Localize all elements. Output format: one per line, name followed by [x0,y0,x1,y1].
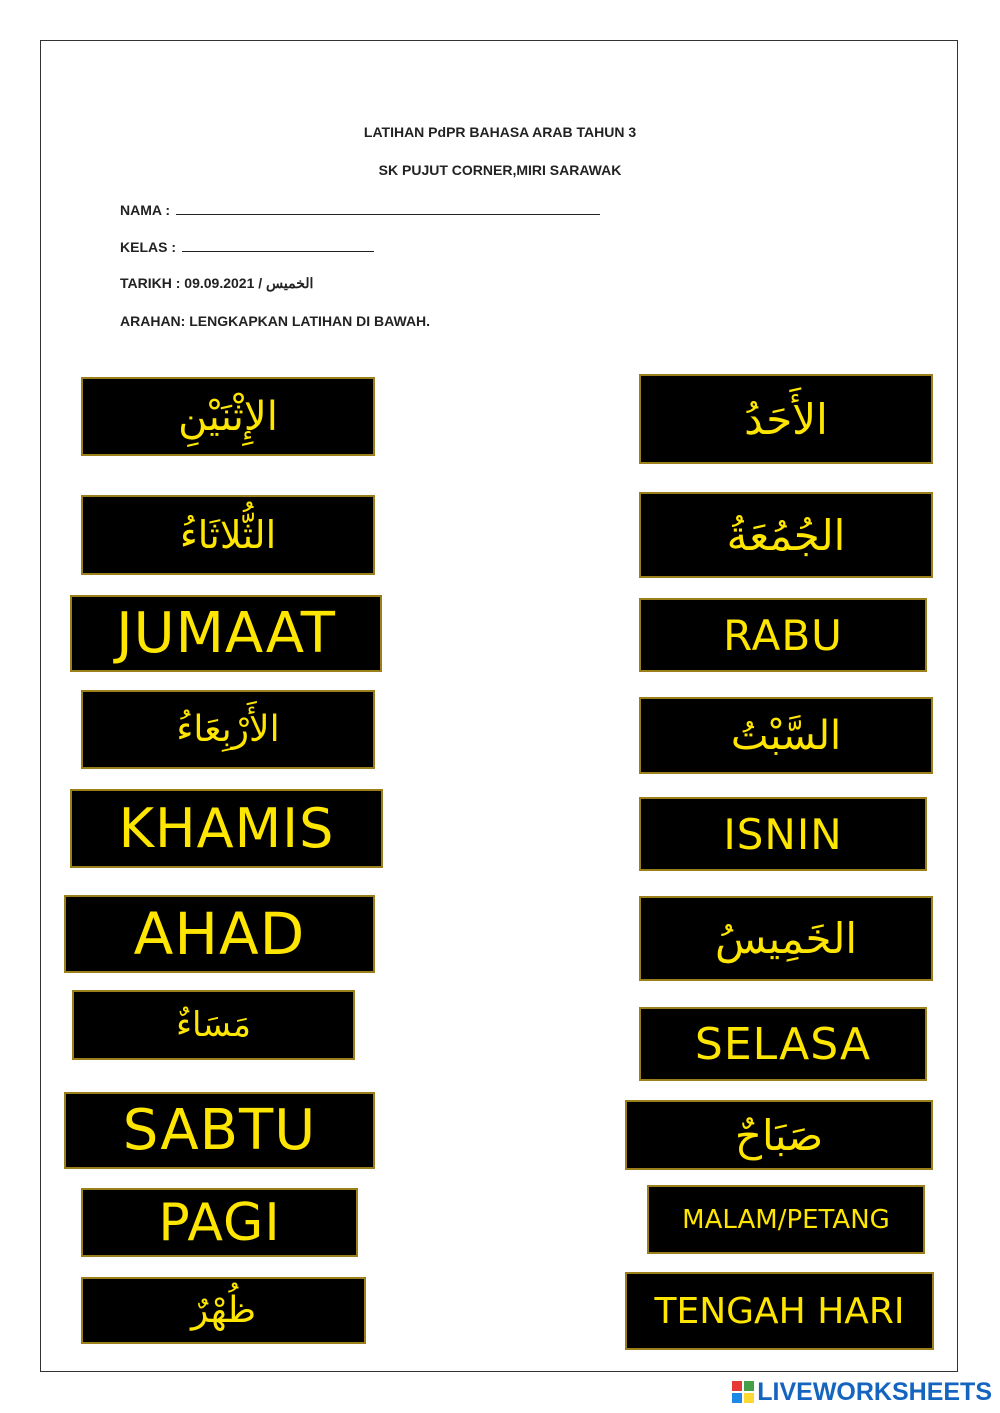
left-card-6[interactable]: AHAD [64,895,375,973]
right-card-1[interactable]: الأَحَدُ [639,374,933,464]
left-card-3[interactable]: JUMAAT [70,595,382,672]
kelas-line[interactable] [182,237,374,252]
right-card-5[interactable]: ISNIN [639,797,927,871]
kelas-field[interactable] [120,237,374,255]
right-card-4[interactable]: السَّبْتُ [639,697,933,774]
liveworksheets-brand[interactable] [731,1379,992,1405]
left-card-8[interactable]: SABTU [64,1092,375,1169]
left-card-7[interactable]: مَسَاءٌ [72,990,355,1060]
left-card-5[interactable]: KHAMIS [70,789,383,868]
right-card-7[interactable]: SELASA [639,1007,927,1081]
right-card-8[interactable]: صَبَاحٌ [625,1100,933,1170]
school-name: SK PUJUT CORNER,MIRI SARAWAK [378,162,622,178]
brand-name: LIVEWORKSHEETS [757,1377,992,1406]
tarikh-text: TARIKH : 09.09.2021 / الخميس [120,275,314,291]
right-card-3[interactable]: RABU [639,598,927,672]
liveworksheets-logo-icon [731,1380,755,1404]
right-card-10[interactable]: TENGAH HARI [625,1272,934,1350]
left-card-9[interactable]: PAGI [81,1188,358,1257]
arahan-text: ARAHAN: LENGKAPKAN LATIHAN DI BAWAH. [120,313,431,329]
left-card-1[interactable]: الإِثْنَيْنِ [81,377,375,456]
nama-line[interactable] [176,200,600,215]
right-card-9[interactable]: MALAM/PETANG [647,1185,925,1254]
left-card-10[interactable]: ظُهْرٌ [81,1277,366,1344]
right-card-6[interactable]: الخَمِيسُ [639,896,933,981]
worksheet-title: LATIHAN PdPR BAHASA ARAB TAHUN 3 [363,124,637,140]
nama-label: NAMA : [120,202,171,218]
nama-field[interactable] [120,200,600,218]
right-card-2[interactable]: الجُمُعَةُ [639,492,933,578]
left-card-2[interactable]: الثُّلاثَاءُ [81,495,375,575]
left-card-4[interactable]: الأَرْبِعَاءُ [81,690,375,769]
kelas-label: KELAS : [120,239,176,255]
